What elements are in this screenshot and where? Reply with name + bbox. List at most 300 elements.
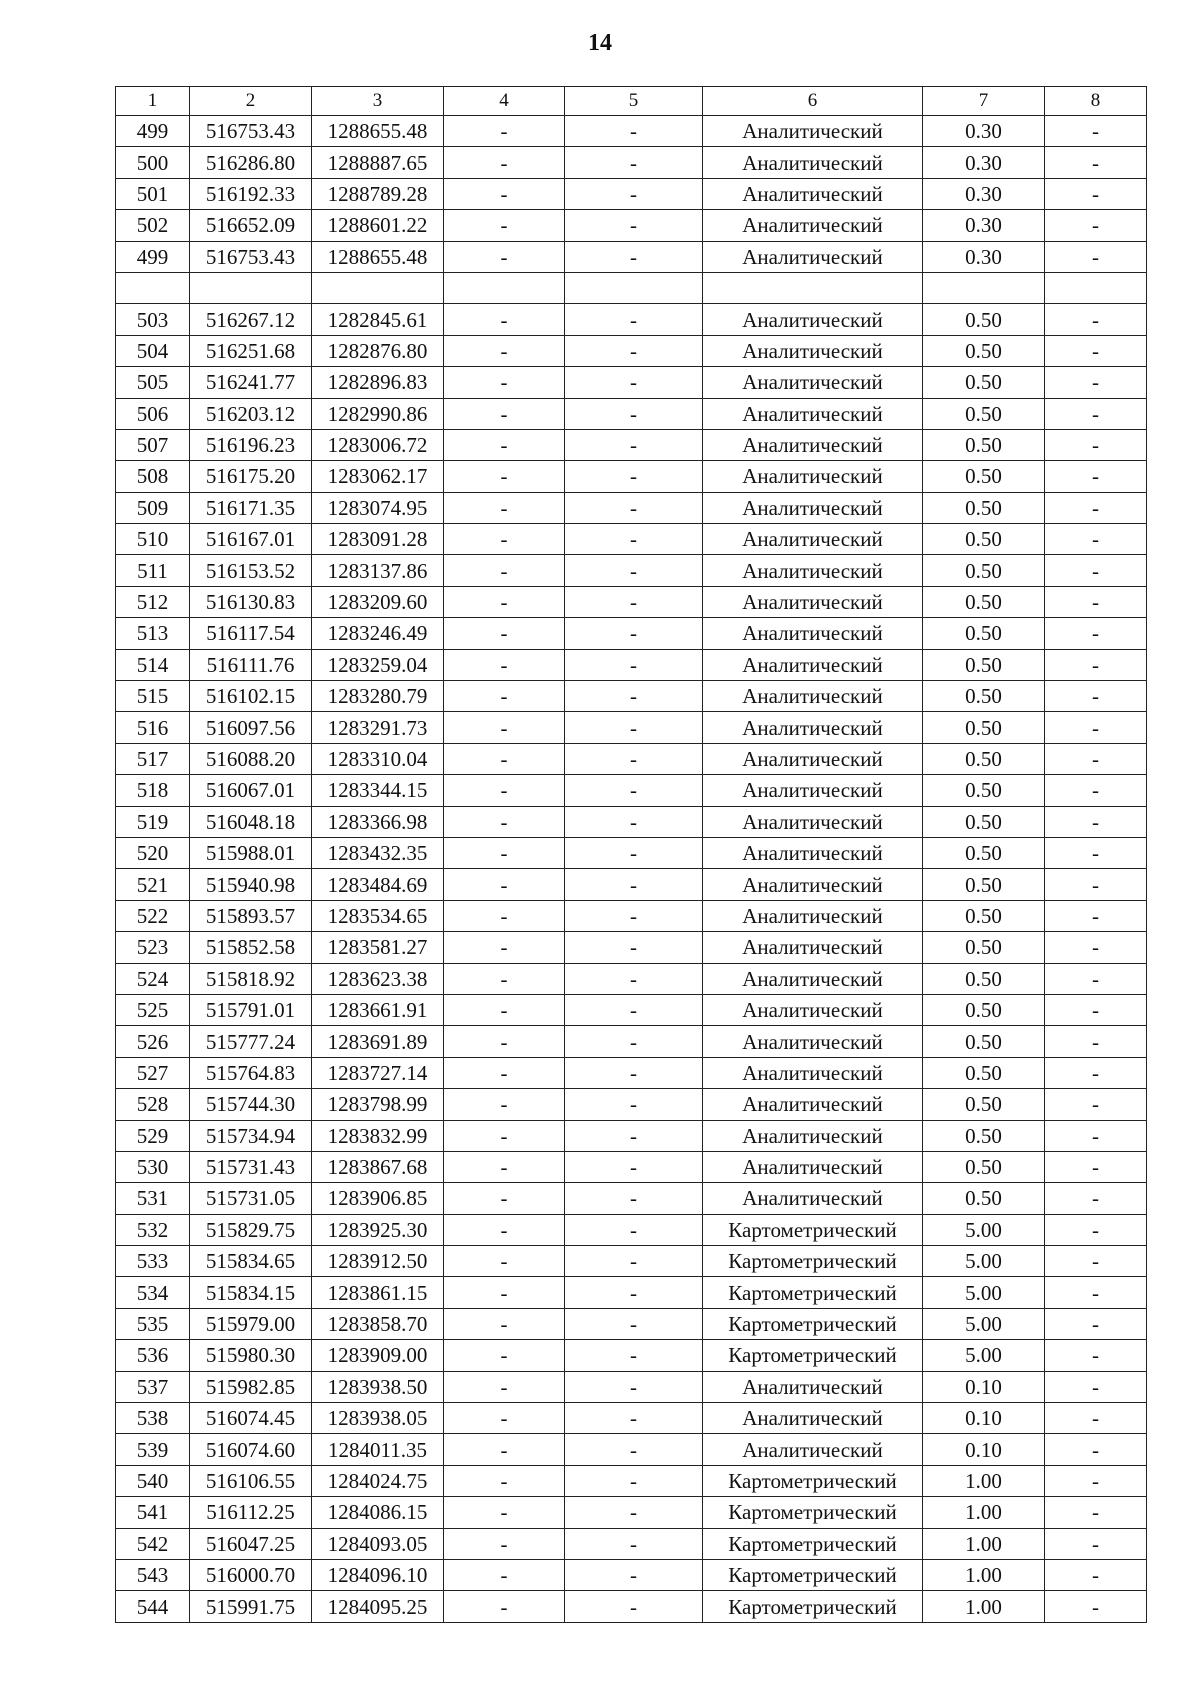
table-cell: 1283691.89: [312, 1026, 444, 1057]
table-cell: -: [444, 775, 565, 806]
table-cell: -: [444, 1371, 565, 1402]
table-row: [116, 367, 1147, 398]
table-cell: 516: [116, 712, 190, 743]
table-cell: -: [565, 806, 703, 837]
table-row: [116, 1559, 1147, 1590]
table-cell: 5.00: [923, 1308, 1045, 1339]
table-row: [116, 524, 1147, 555]
table-cell: 1283074.95: [312, 492, 444, 523]
table-cell: Аналитический: [703, 743, 923, 774]
table-cell: 515940.98: [190, 869, 312, 900]
table-cell: -: [444, 1246, 565, 1277]
table-row: [116, 147, 1147, 178]
table-cell: -: [565, 492, 703, 523]
table-cell: Аналитический: [703, 335, 923, 366]
table-cell: -: [1045, 1403, 1147, 1434]
table-row: [116, 837, 1147, 868]
table-row: [116, 335, 1147, 366]
table-cell: 516130.83: [190, 586, 312, 617]
table-cell: 1283259.04: [312, 649, 444, 680]
table-cell: 536: [116, 1340, 190, 1371]
table-cell: Аналитический: [703, 367, 923, 398]
table-cell: -: [565, 869, 703, 900]
table-cell: -: [1045, 837, 1147, 868]
table-cell: 515834.65: [190, 1246, 312, 1277]
table-row: [116, 1434, 1147, 1465]
table-row: [116, 869, 1147, 900]
table-cell: [923, 272, 1045, 303]
table-cell: -: [1045, 1057, 1147, 1088]
table-cell: 516047.25: [190, 1528, 312, 1559]
table-cell: 534: [116, 1277, 190, 1308]
table-cell: Аналитический: [703, 1403, 923, 1434]
table-cell: 516153.52: [190, 555, 312, 586]
table-cell: -: [444, 837, 565, 868]
table-cell: 508: [116, 461, 190, 492]
table-cell: -: [1045, 116, 1147, 147]
table-cell: -: [1045, 461, 1147, 492]
table-cell: -: [565, 1559, 703, 1590]
table-cell: 515791.01: [190, 994, 312, 1025]
table-cell: 516167.01: [190, 524, 312, 555]
table-cell: -: [444, 555, 565, 586]
table-cell: 510: [116, 524, 190, 555]
table-cell: 525: [116, 994, 190, 1025]
table-cell: 1283209.60: [312, 586, 444, 617]
table-cell: 516048.18: [190, 806, 312, 837]
table-cell: -: [565, 586, 703, 617]
table-cell: 515731.05: [190, 1183, 312, 1214]
table-cell: Картометрический: [703, 1308, 923, 1339]
table-cell: 0.50: [923, 963, 1045, 994]
table-cell: 5.00: [923, 1214, 1045, 1245]
table-cell: 535: [116, 1308, 190, 1339]
column-header: 2: [190, 87, 312, 116]
table-cell: 1283280.79: [312, 681, 444, 712]
table-row: [116, 681, 1147, 712]
table-cell: -: [1045, 1120, 1147, 1151]
table-cell: 502: [116, 210, 190, 241]
table-cell: 0.50: [923, 1183, 1045, 1214]
table-cell: -: [1045, 147, 1147, 178]
table-cell: Картометрический: [703, 1591, 923, 1622]
table-cell: 1284095.25: [312, 1591, 444, 1622]
table-cell: -: [444, 335, 565, 366]
table-cell: -: [565, 649, 703, 680]
table-cell: 516241.77: [190, 367, 312, 398]
table-cell: 524: [116, 963, 190, 994]
table-cell: Аналитический: [703, 210, 923, 241]
table-cell: 1283534.65: [312, 900, 444, 931]
table-cell: 542: [116, 1528, 190, 1559]
table-cell: -: [1045, 1277, 1147, 1308]
table-cell: Аналитический: [703, 461, 923, 492]
table-cell: -: [565, 1151, 703, 1182]
table-row: [116, 963, 1147, 994]
table-cell: 515980.30: [190, 1340, 312, 1371]
table-cell: -: [444, 900, 565, 931]
table-cell: -: [1045, 1497, 1147, 1528]
table-cell: Аналитический: [703, 649, 923, 680]
table-cell: 516067.01: [190, 775, 312, 806]
table-body: [116, 116, 1147, 1623]
table-cell: 0.50: [923, 806, 1045, 837]
table-cell: -: [444, 492, 565, 523]
table-row: [116, 1308, 1147, 1339]
table-cell: 1284011.35: [312, 1434, 444, 1465]
table-cell: 0.30: [923, 147, 1045, 178]
table-cell: -: [565, 837, 703, 868]
column-header: 4: [444, 87, 565, 116]
table-cell: Картометрический: [703, 1340, 923, 1371]
table-cell: -: [565, 932, 703, 963]
table-header-row: [116, 87, 1147, 116]
table-row: [116, 116, 1147, 147]
table-cell: -: [444, 932, 565, 963]
table-cell: 516088.20: [190, 743, 312, 774]
table-cell: 506: [116, 398, 190, 429]
table-cell: 540: [116, 1465, 190, 1496]
table-cell: -: [1045, 1528, 1147, 1559]
table-cell: Аналитический: [703, 147, 923, 178]
table-row: [116, 1371, 1147, 1402]
table-cell: 1284093.05: [312, 1528, 444, 1559]
table-cell: 0.50: [923, 649, 1045, 680]
table-cell: Аналитический: [703, 1089, 923, 1120]
table-row: [116, 210, 1147, 241]
table-cell: -: [565, 681, 703, 712]
table-cell: [190, 272, 312, 303]
table-cell: 515988.01: [190, 837, 312, 868]
table-cell: Аналитический: [703, 900, 923, 931]
table-row: [116, 994, 1147, 1025]
table-cell: 0.50: [923, 681, 1045, 712]
table-cell: -: [565, 1026, 703, 1057]
table-cell: 513: [116, 618, 190, 649]
table-cell: -: [1045, 492, 1147, 523]
table-cell: -: [1045, 1151, 1147, 1182]
table-cell: -: [444, 429, 565, 460]
table-cell: 5.00: [923, 1277, 1045, 1308]
table-cell: -: [565, 461, 703, 492]
table-cell: 515764.83: [190, 1057, 312, 1088]
table-cell: -: [444, 116, 565, 147]
table-cell: 1283432.35: [312, 837, 444, 868]
table-cell: Картометрический: [703, 1214, 923, 1245]
table-cell: -: [565, 1434, 703, 1465]
table-row: [116, 429, 1147, 460]
table-cell: 0.10: [923, 1371, 1045, 1402]
table-cell: Аналитический: [703, 1371, 923, 1402]
table-cell: -: [565, 1465, 703, 1496]
table-cell: 1283925.30: [312, 1214, 444, 1245]
table-cell: -: [1045, 775, 1147, 806]
table-cell: 507: [116, 429, 190, 460]
table-cell: -: [444, 524, 565, 555]
table-cell: -: [444, 994, 565, 1025]
table-cell: -: [1045, 743, 1147, 774]
table-cell: -: [444, 147, 565, 178]
table-cell: 517: [116, 743, 190, 774]
table-cell: 516753.43: [190, 116, 312, 147]
table-cell: -: [1045, 1591, 1147, 1622]
table-cell: Аналитический: [703, 1183, 923, 1214]
table-cell: 533: [116, 1246, 190, 1277]
table-cell: -: [1045, 1089, 1147, 1120]
table-cell: Аналитический: [703, 524, 923, 555]
table-cell: -: [565, 1528, 703, 1559]
table-cell: 515979.00: [190, 1308, 312, 1339]
table-cell: Картометрический: [703, 1528, 923, 1559]
table-cell: -: [1045, 429, 1147, 460]
table-cell: -: [565, 1403, 703, 1434]
table-row: [116, 649, 1147, 680]
table-cell: -: [1045, 649, 1147, 680]
table-cell: Аналитический: [703, 555, 923, 586]
table-cell: -: [565, 429, 703, 460]
table-cell: 0.50: [923, 775, 1045, 806]
table-cell: Аналитический: [703, 932, 923, 963]
table-row: [116, 1591, 1147, 1622]
table-cell: -: [1045, 712, 1147, 743]
table-cell: 1283091.28: [312, 524, 444, 555]
table-cell: -: [565, 1591, 703, 1622]
table-cell: 505: [116, 367, 190, 398]
table-cell: -: [444, 1434, 565, 1465]
table-cell: 499: [116, 241, 190, 272]
table-cell: -: [565, 555, 703, 586]
table-cell: Аналитический: [703, 429, 923, 460]
table-cell: 539: [116, 1434, 190, 1465]
column-header: 5: [565, 87, 703, 116]
table-cell: 516267.12: [190, 304, 312, 335]
table-cell: 0.30: [923, 116, 1045, 147]
table-cell: 532: [116, 1214, 190, 1245]
table-cell: -: [1045, 1340, 1147, 1371]
table-cell: 503: [116, 304, 190, 335]
table-cell: -: [444, 586, 565, 617]
table-cell: 516203.12: [190, 398, 312, 429]
table-cell: 516196.23: [190, 429, 312, 460]
table-row: [116, 1465, 1147, 1496]
table-cell: 1283291.73: [312, 712, 444, 743]
table-cell: -: [1045, 210, 1147, 241]
table-cell: -: [1045, 681, 1147, 712]
table-cell: -: [444, 681, 565, 712]
table-cell: 1284086.15: [312, 1497, 444, 1528]
table-cell: Аналитический: [703, 963, 923, 994]
table-cell: -: [444, 367, 565, 398]
table-cell: -: [1045, 1183, 1147, 1214]
table-cell: -: [1045, 1026, 1147, 1057]
table-cell: 0.30: [923, 241, 1045, 272]
table-cell: 516753.43: [190, 241, 312, 272]
table-cell: 1.00: [923, 1465, 1045, 1496]
table-cell: 0.50: [923, 743, 1045, 774]
table-cell: 1284096.10: [312, 1559, 444, 1590]
table-cell: -: [444, 869, 565, 900]
table-row: [116, 775, 1147, 806]
table-cell: Аналитический: [703, 775, 923, 806]
table-cell: 516171.35: [190, 492, 312, 523]
table-cell: 538: [116, 1403, 190, 1434]
table-cell: 515818.92: [190, 963, 312, 994]
table-row: [116, 1497, 1147, 1528]
table-cell: 0.50: [923, 712, 1045, 743]
table-row: [116, 304, 1147, 335]
table-cell: -: [565, 963, 703, 994]
table-cell: 516074.60: [190, 1434, 312, 1465]
table-cell: Аналитический: [703, 492, 923, 523]
table-row: [116, 1120, 1147, 1151]
table-cell: 1288601.22: [312, 210, 444, 241]
table-cell: -: [444, 1089, 565, 1120]
table-cell: 543: [116, 1559, 190, 1590]
table-cell: [1045, 272, 1147, 303]
table-cell: 1283858.70: [312, 1308, 444, 1339]
table-cell: 499: [116, 116, 190, 147]
coordinates-table: [115, 86, 1147, 1623]
table-cell: Аналитический: [703, 806, 923, 837]
table-cell: -: [1045, 367, 1147, 398]
table-cell: -: [565, 1057, 703, 1088]
table-cell: 0.50: [923, 869, 1045, 900]
table-row: [116, 743, 1147, 774]
table-cell: -: [444, 618, 565, 649]
table-cell: 1283310.04: [312, 743, 444, 774]
table-cell: -: [565, 994, 703, 1025]
table-cell: 511: [116, 555, 190, 586]
table-cell: Аналитический: [703, 869, 923, 900]
table-cell: 1283938.05: [312, 1403, 444, 1434]
table-cell: 500: [116, 147, 190, 178]
table-cell: 5.00: [923, 1246, 1045, 1277]
table-cell: -: [444, 178, 565, 209]
table-cell: -: [444, 806, 565, 837]
table-cell: 1283798.99: [312, 1089, 444, 1120]
table-cell: -: [444, 1183, 565, 1214]
table-cell: 0.50: [923, 586, 1045, 617]
table-cell: 0.50: [923, 1026, 1045, 1057]
table-row: [116, 1214, 1147, 1245]
table-cell: 537: [116, 1371, 190, 1402]
table-cell: 0.50: [923, 367, 1045, 398]
table-cell: 1283661.91: [312, 994, 444, 1025]
table-cell: Аналитический: [703, 1120, 923, 1151]
table-cell: 0.50: [923, 335, 1045, 366]
table-cell: -: [565, 1120, 703, 1151]
table-cell: 515829.75: [190, 1214, 312, 1245]
table-cell: -: [565, 775, 703, 806]
table-cell: 515852.58: [190, 932, 312, 963]
table-cell: 509: [116, 492, 190, 523]
table-cell: Аналитический: [703, 837, 923, 868]
table-cell: 1.00: [923, 1591, 1045, 1622]
table-cell: -: [444, 1151, 565, 1182]
table-row: [116, 241, 1147, 272]
table-cell: -: [444, 1528, 565, 1559]
table-cell: -: [1045, 304, 1147, 335]
table-cell: 516286.80: [190, 147, 312, 178]
table-cell: 526: [116, 1026, 190, 1057]
table-cell: 522: [116, 900, 190, 931]
table-cell: -: [565, 1371, 703, 1402]
table-cell: 0.10: [923, 1434, 1045, 1465]
table-cell: 0.50: [923, 1151, 1045, 1182]
table-cell: 516112.25: [190, 1497, 312, 1528]
table-cell: 516652.09: [190, 210, 312, 241]
table-cell: 0.50: [923, 555, 1045, 586]
table-cell: -: [444, 1591, 565, 1622]
table-cell: 516097.56: [190, 712, 312, 743]
table-cell: 1288789.28: [312, 178, 444, 209]
table-cell: 516117.54: [190, 618, 312, 649]
table-cell: 516102.15: [190, 681, 312, 712]
table-cell: 1.00: [923, 1559, 1045, 1590]
table-cell: 1283006.72: [312, 429, 444, 460]
table-cell: -: [1045, 335, 1147, 366]
table-row: [116, 1277, 1147, 1308]
table-cell: -: [1045, 806, 1147, 837]
table-cell: -: [444, 649, 565, 680]
table-cell: -: [1045, 586, 1147, 617]
table-cell: 1283727.14: [312, 1057, 444, 1088]
table-cell: 1282876.80: [312, 335, 444, 366]
table-cell: 515744.30: [190, 1089, 312, 1120]
table-row: [116, 1089, 1147, 1120]
table-cell: -: [444, 1497, 565, 1528]
table-cell: -: [565, 1497, 703, 1528]
table-cell: 0.30: [923, 210, 1045, 241]
table-cell: 516175.20: [190, 461, 312, 492]
column-header: 7: [923, 87, 1045, 116]
table-cell: Аналитический: [703, 241, 923, 272]
table-cell: 5.00: [923, 1340, 1045, 1371]
table-cell: -: [565, 618, 703, 649]
table-cell: -: [444, 304, 565, 335]
table-cell: 0.50: [923, 429, 1045, 460]
table-cell: 516000.70: [190, 1559, 312, 1590]
table-cell: -: [1045, 1434, 1147, 1465]
table-cell: 527: [116, 1057, 190, 1088]
column-header: 3: [312, 87, 444, 116]
table-cell: -: [565, 1340, 703, 1371]
table-cell: 1288887.65: [312, 147, 444, 178]
table-cell: Аналитический: [703, 586, 923, 617]
table-cell: 504: [116, 335, 190, 366]
table-cell: 516192.33: [190, 178, 312, 209]
table-cell: 518: [116, 775, 190, 806]
table-cell: 516074.45: [190, 1403, 312, 1434]
table-cell: 1.00: [923, 1528, 1045, 1559]
table-cell: -: [1045, 932, 1147, 963]
table-cell: Аналитический: [703, 398, 923, 429]
table-row: [116, 1528, 1147, 1559]
table-cell: -: [1045, 1371, 1147, 1402]
table-cell: Аналитический: [703, 116, 923, 147]
table-cell: 0.50: [923, 1057, 1045, 1088]
table-cell: -: [444, 1465, 565, 1496]
table-cell: -: [444, 210, 565, 241]
table-cell: -: [1045, 524, 1147, 555]
table-cell: -: [1045, 994, 1147, 1025]
table-cell: 0.50: [923, 492, 1045, 523]
table-cell: Картометрический: [703, 1559, 923, 1590]
table-cell: 1288655.48: [312, 116, 444, 147]
table-row: [116, 806, 1147, 837]
table-cell: -: [565, 147, 703, 178]
table-cell: -: [1045, 1308, 1147, 1339]
